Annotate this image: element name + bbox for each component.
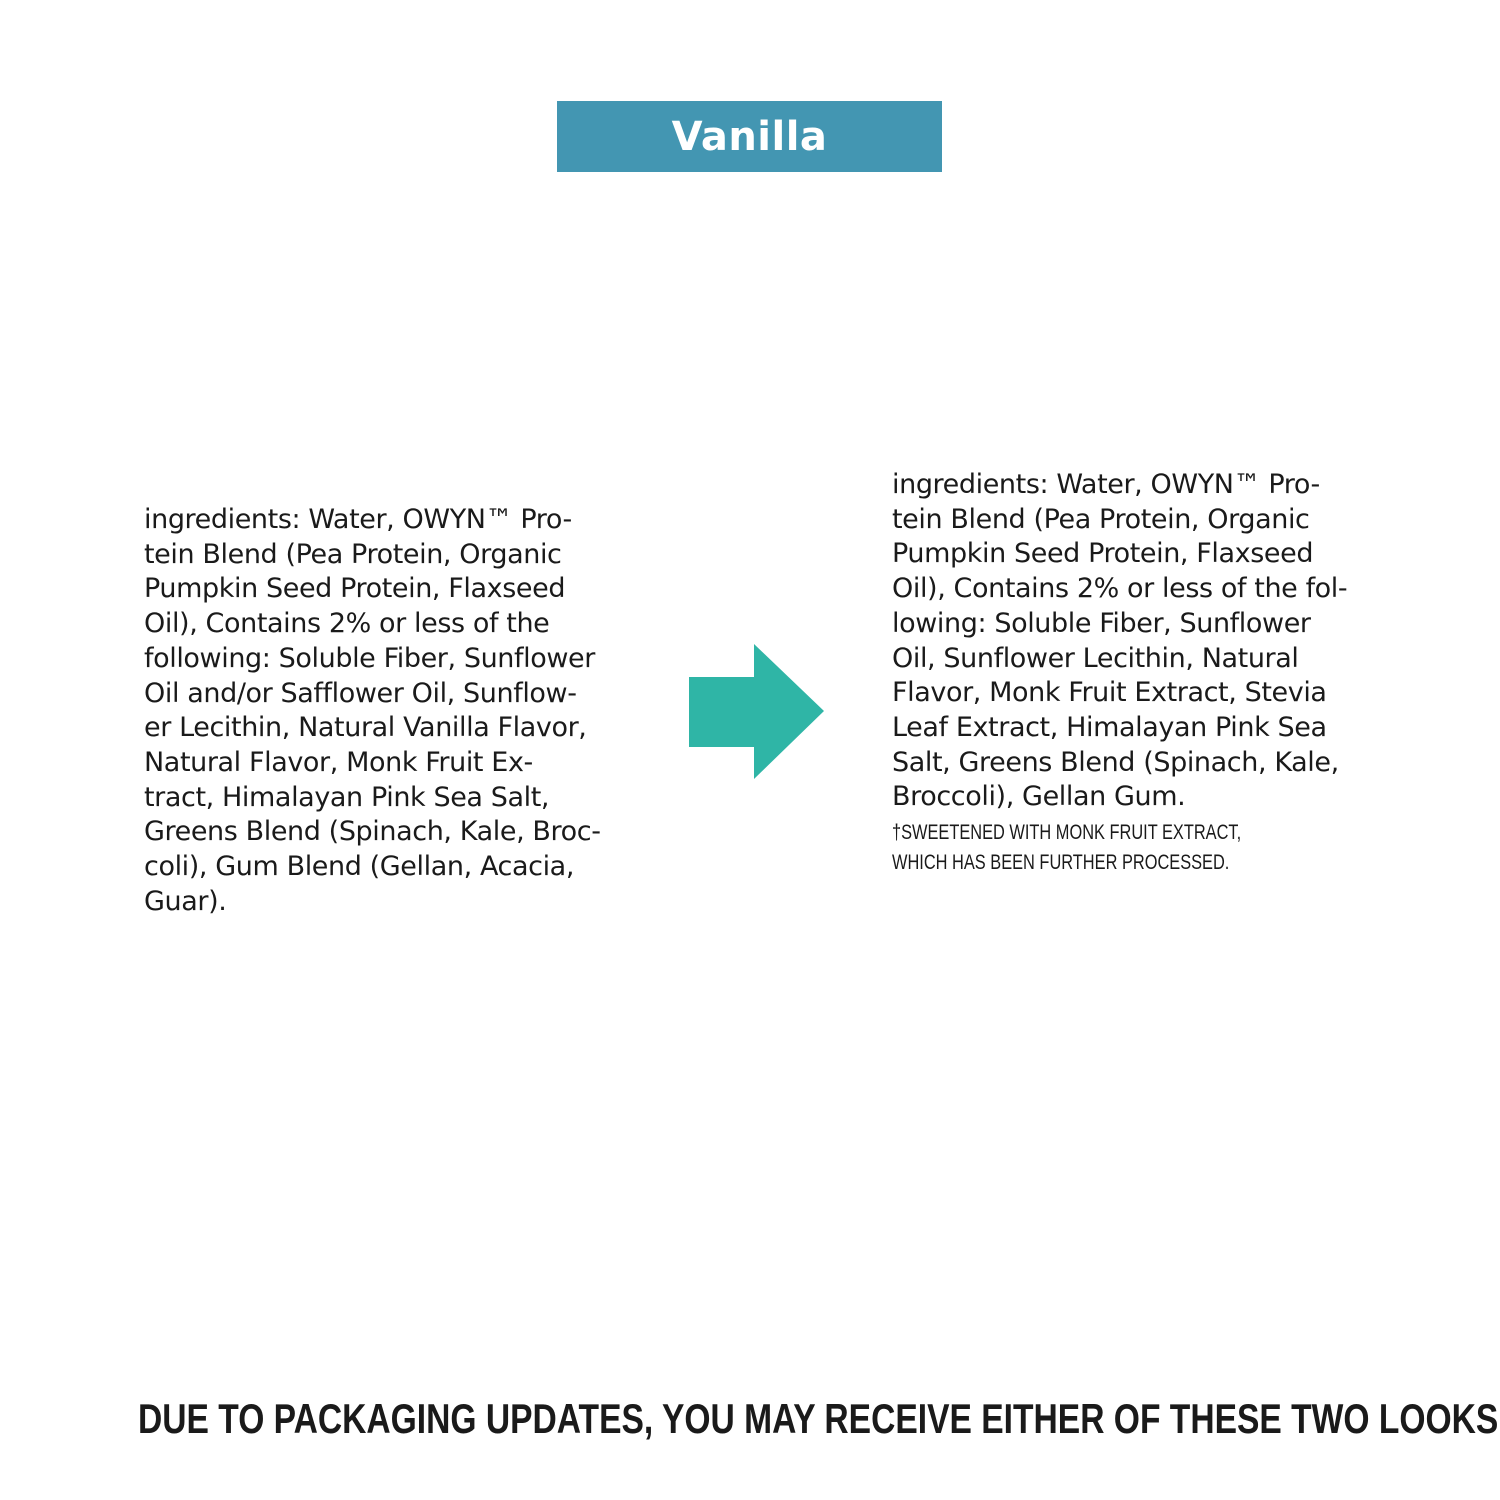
ingredients-old-line: coli), Gum Blend (Gellan, Acacia, xyxy=(144,851,575,883)
ingredients-new-line: Oil), Contains 2% or less of the fol- xyxy=(892,573,1348,605)
footnote-line: WHICH HAS BEEN FURTHER PROCESSED. xyxy=(892,851,1230,874)
ingredients-new-line: ingredients: Water, OWYN™ Pro- xyxy=(892,469,1320,500)
ingredients-old-line: er Lecithin, Natural Vanilla Flavor, xyxy=(144,712,587,744)
ingredients-old-line: Guar). xyxy=(144,885,227,917)
flavor-label: Vanilla xyxy=(671,113,828,160)
flavor-banner xyxy=(557,101,942,172)
ingredients-old-line: Pumpkin Seed Protein, Flaxseed xyxy=(144,573,566,605)
arrow-right-icon xyxy=(689,644,824,779)
ingredients-old-line: ingredients: Water, OWYN™ Pro- xyxy=(144,504,572,535)
ingredients-new-line: lowing: Soluble Fiber, Sunflower xyxy=(892,607,1311,639)
sweetener-footnote xyxy=(892,818,1241,878)
packaging-notice: DUE TO PACKAGING UPDATES, YOU MAY RECEIVE EITHER OF THESE TWO LOOKS xyxy=(138,1395,1499,1442)
ingredients-new-panel xyxy=(892,468,1347,815)
ingredients-old-line: Greens Blend (Spinach, Kale, Broc- xyxy=(144,816,601,848)
ingredients-old-line: Oil and/or Safflower Oil, Sunflow- xyxy=(144,677,577,709)
ingredients-new-line: Flavor, Monk Fruit Extract, Stevia xyxy=(892,677,1327,709)
ingredients-new-line: Broccoli), Gellan Gum. xyxy=(892,781,1186,813)
ingredients-new-line: Oil, Sunflower Lecithin, Natural xyxy=(892,642,1299,674)
footnote-line: †SWEETENED WITH MONK FRUIT EXTRACT, xyxy=(892,821,1242,844)
ingredients-old-line: following: Soluble Fiber, Sunflower xyxy=(144,642,595,674)
ingredients-new-line: Pumpkin Seed Protein, Flaxseed xyxy=(892,538,1314,570)
ingredients-old-panel xyxy=(144,503,601,919)
ingredients-old-line: tein Blend (Pea Protein, Organic xyxy=(144,538,562,570)
ingredients-old-line: Oil), Contains 2% or less of the xyxy=(144,608,550,640)
ingredients-old-line: Natural Flavor, Monk Fruit Ex- xyxy=(144,746,533,778)
ingredients-new-line: Leaf Extract, Himalayan Pink Sea xyxy=(892,711,1327,743)
ingredients-new-line: Salt, Greens Blend (Spinach, Kale, xyxy=(892,746,1339,778)
ingredients-new-line: tein Blend (Pea Protein, Organic xyxy=(892,503,1310,535)
ingredients-old-line: tract, Himalayan Pink Sea Salt, xyxy=(144,781,550,813)
